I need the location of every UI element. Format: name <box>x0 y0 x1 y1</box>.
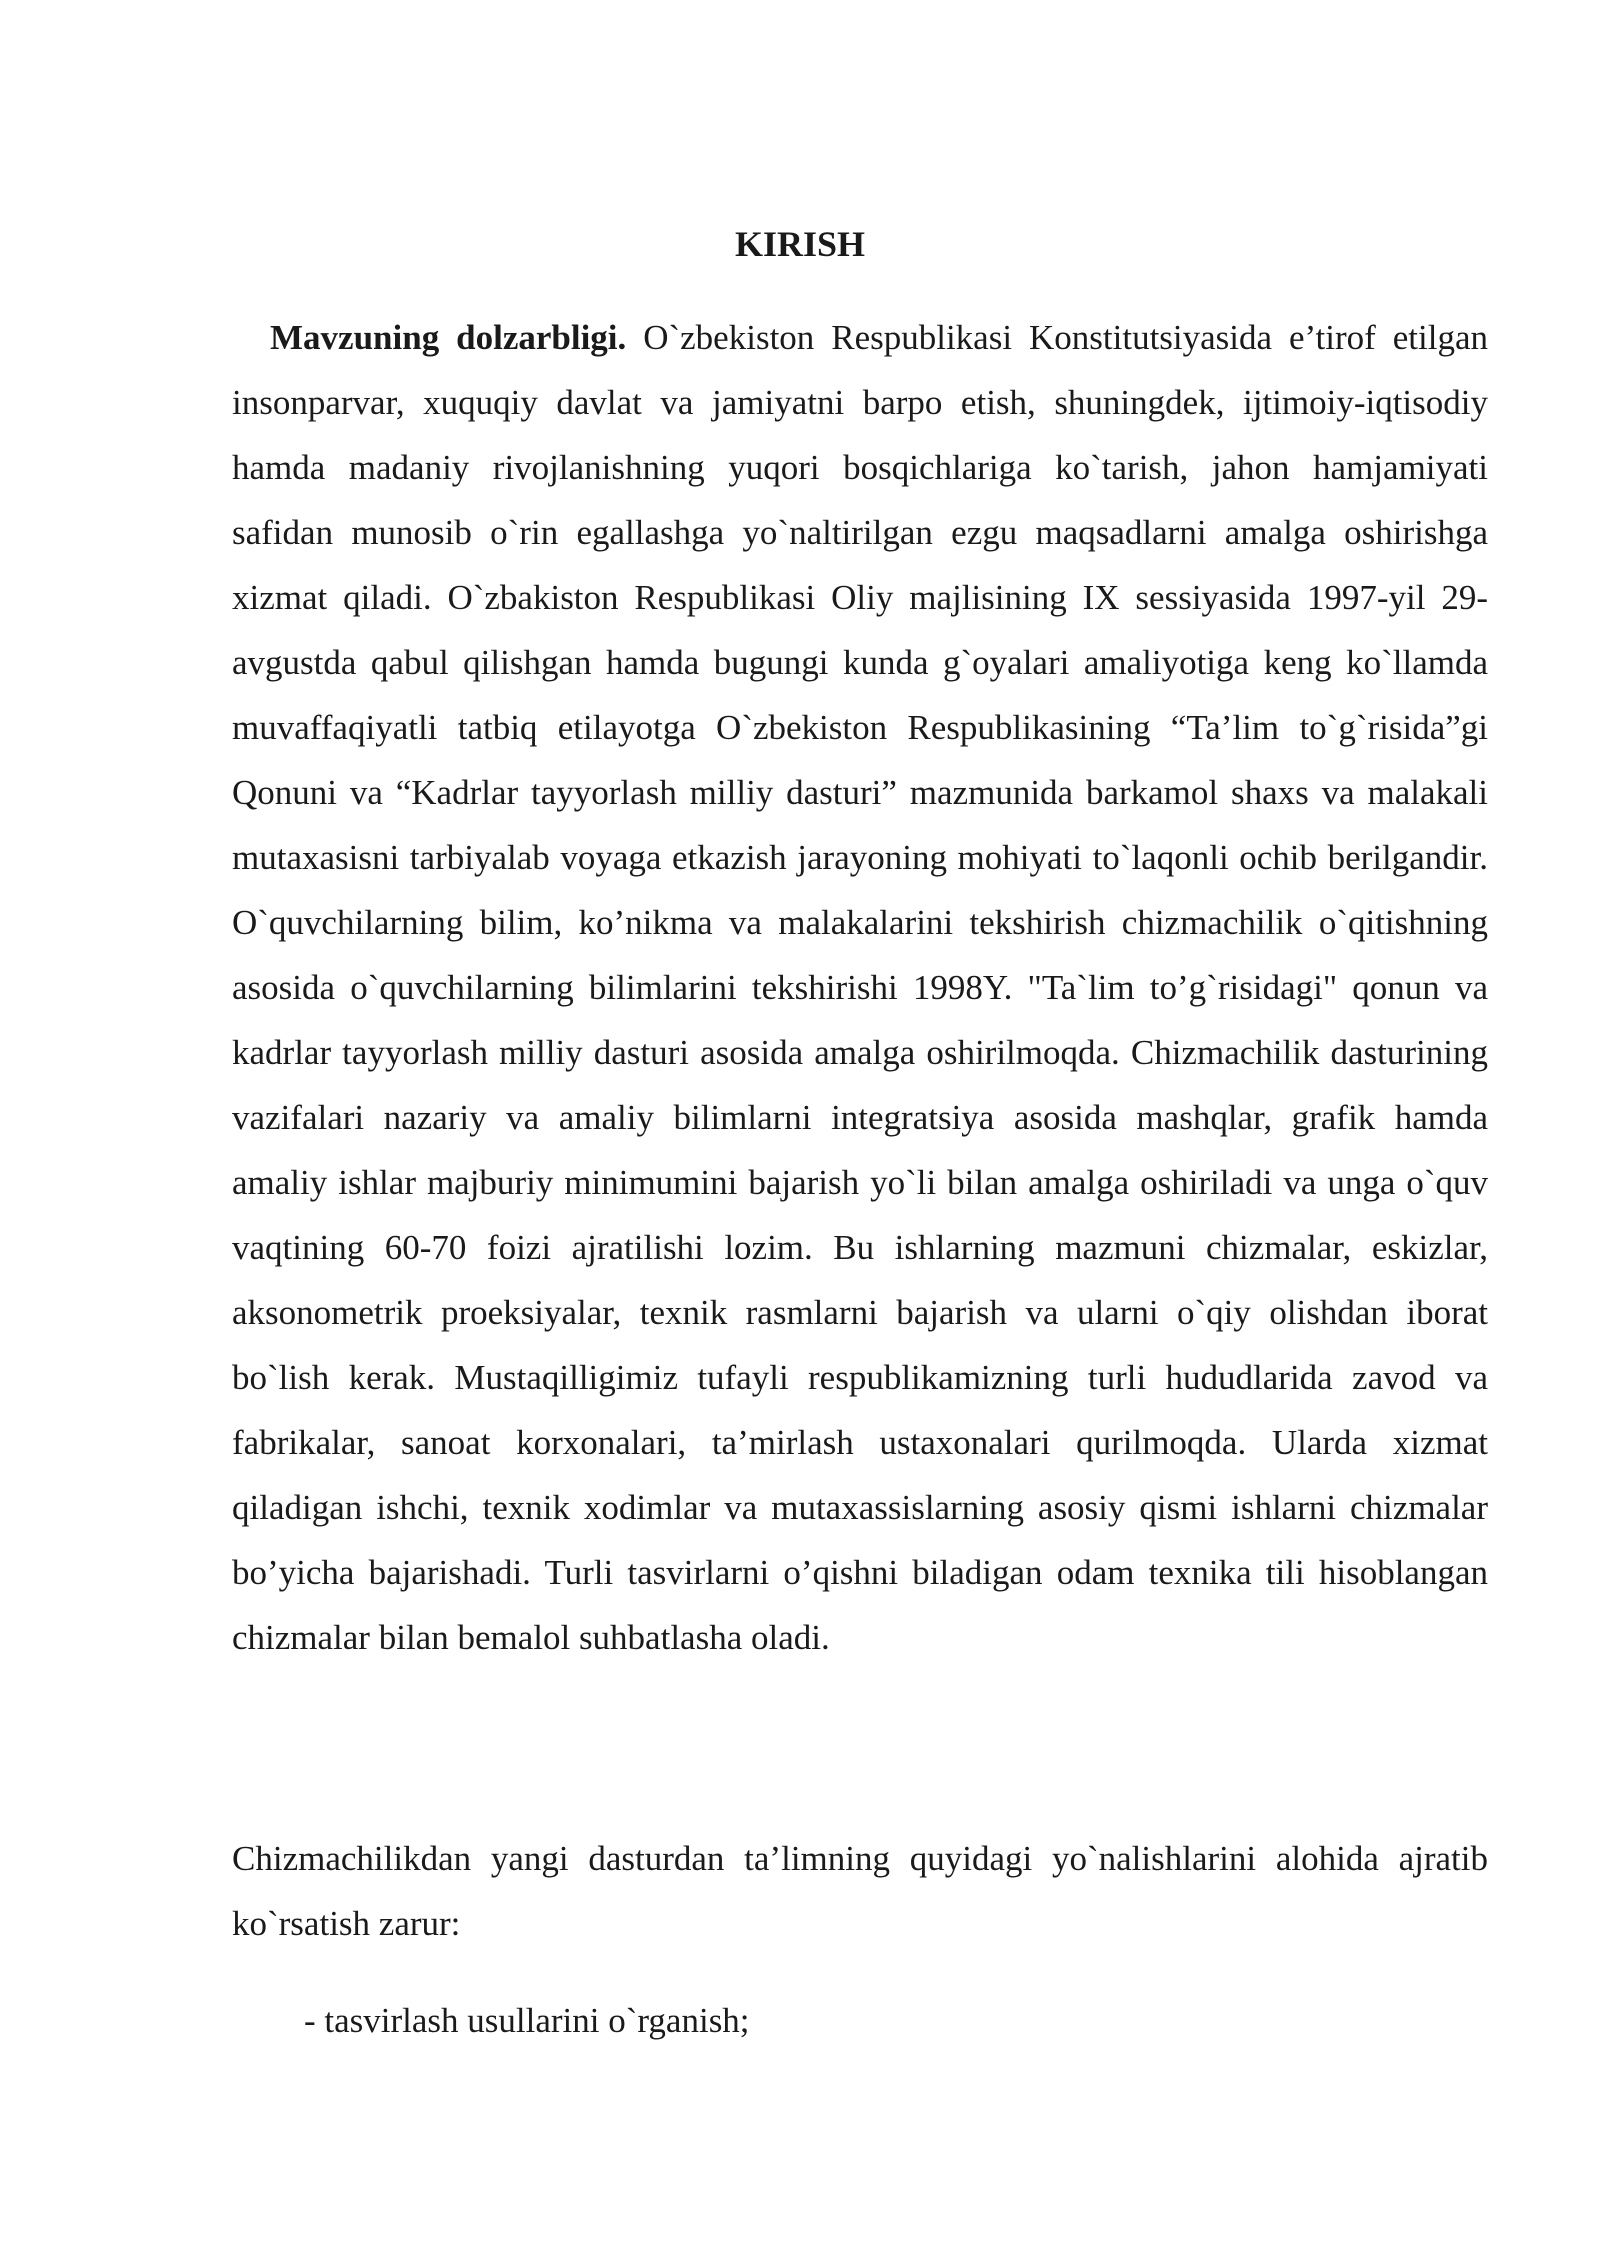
directions-paragraph: Chizmachilikdan yangi dasturdan ta’limning quyidagi yo`nalishlarini alohida ajratib ko`rsatish zarur: <box>232 1839 1488 1943</box>
directions-list <box>304 1988 750 2053</box>
intro-paragraph <box>232 305 1488 1670</box>
paragraph-body: O`zbekiston Respublikasi Konstitutsiyasida e’tirof etilgan insonparvar, xuquqiy davlat va jamiyatni barpo etish, shuningdek, ijtimoiy-iqtisodiy hamda madaniy rivojlanishning yuqori bosqichlariga ko`tarish, jahon hamjamiyati safidan munosib o`rin egallashga yo`naltirilgan ezgu maqsadlarni amalga oshirishga xizmat qiladi. O`zbakiston Respublikasi Oliy majlisining IX sessiyasida 1997-yil 29-avgustda qabul qilishgan hamda bugungi kunda g`oyalari amaliyotiga keng ko`llamda muvaffaqiyatli tatbiq etilayotga O`zbekiston Respublikasining “Ta’lim to`g`risida”gi Qonuni va “Kadrlar tayyorlash milliy dasturi” mazmunida barkamol shaxs va malakali mutaxasisni tarbiyalab voyaga etkazish jarayoning mohiyati to`laqonli ochib berilgandir. O`quvchilarning bilim, ko’nikma va malakalarini tekshirish chizmachilik o`qitishning asosida o`quvchilarning bilimlarini tekshirishi 1998Y. "Ta`lim to’g`risidagi" qonun va kadrlar tayyorlash milliy dasturi asosida amalga oshirilmoqda. Chizmachilik dasturining vazifalari nazariy va amaliy bilimlarni integratsiya asosida mashqlar, grafik hamda amaliy ishlar majburiy minimumini bajarish yo`li bilan amalga oshiriladi va unga o`quv vaqtining 60-70 foizi ajratilishi lozim. Bu ishlarning mazmuni chizmalar, eskizlar, aksonometrik proeksiyalar, texnik rasmlarni bajarish va ularni o`qiy olishdan iborat bo`lish kerak. Mustaqilligimiz tufayli respublikamizning turli hududlarida zavod va fabrikalar, sanoat korxonalari, ta’mirlash ustaxonalari qurilmoqda. Ularda xizmat qiladigan ishchi, texnik xodimlar va mutaxassislarning asosiy qismi ishlarni chizmalar bo’yicha bajarishadi. Turli tasvirlarni o’qishni biladigan odam texnika tili hisoblangan chizmalar bilan bemalol suhbatlasha oladi. <box>232 318 1488 1657</box>
page-title: KIRISH <box>734 224 866 264</box>
list-item: - tasvirlash usullarini o`rganish; <box>304 2001 750 2040</box>
paragraph-lead: Mavzuning dolzarbligi. <box>270 318 627 357</box>
